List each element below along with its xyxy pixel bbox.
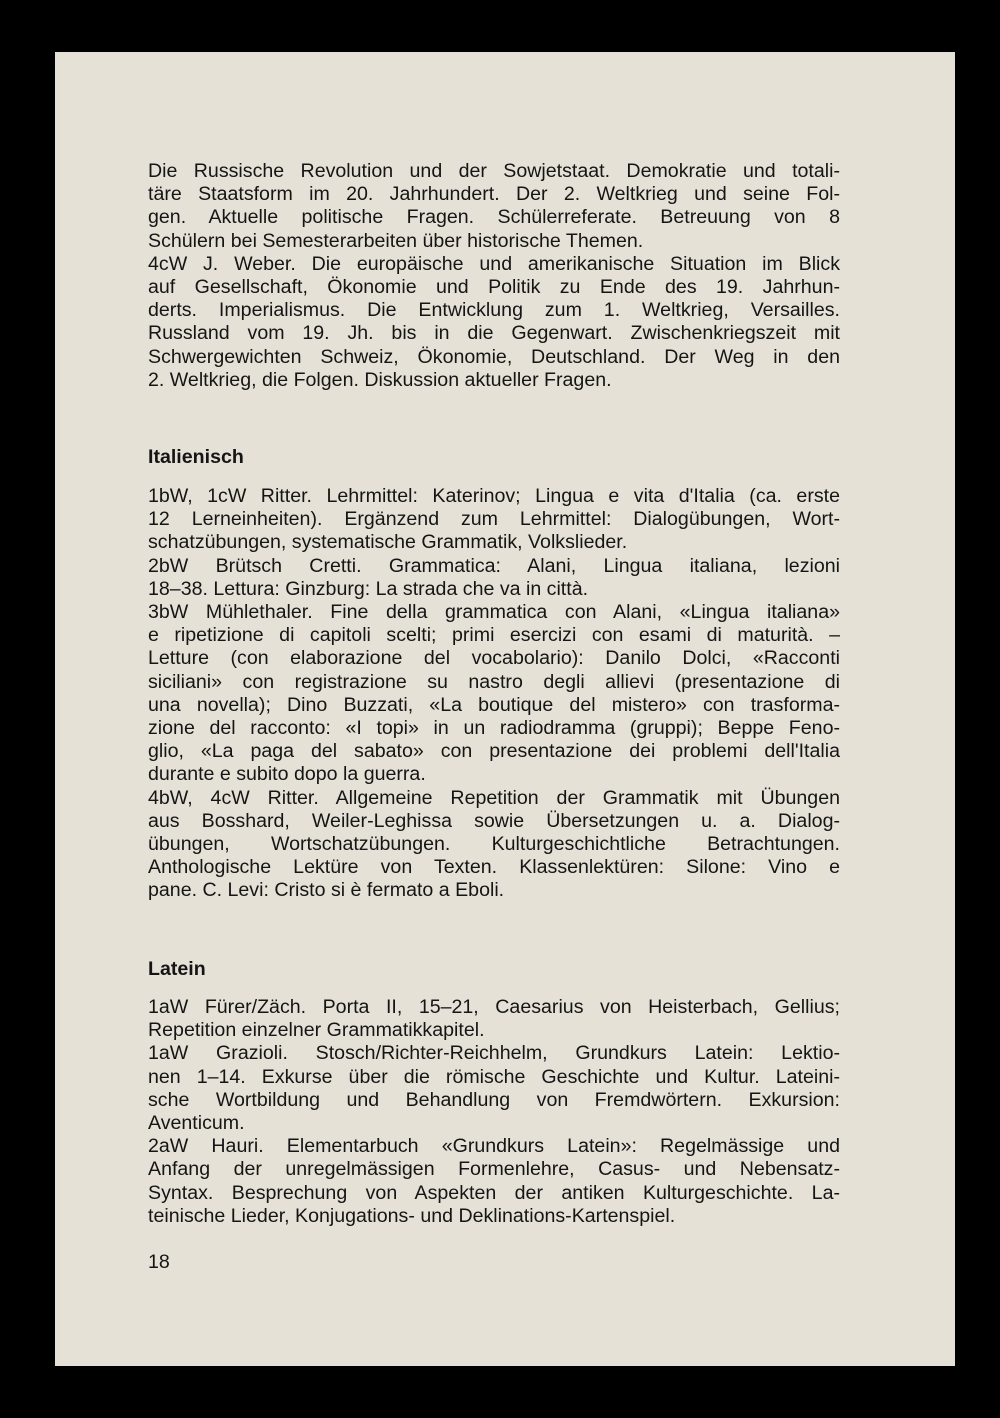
text-line: pane. C. Levi: Cristo si è fermato a Eboli. xyxy=(148,879,505,902)
text-line: Anfang der unregelmässigen Formenlehre, Casus- und Nebensatz- xyxy=(148,1158,840,1181)
text-line: glio, «La paga del sabato» con presentazione dei problemi dell'Italia xyxy=(148,740,840,763)
text-line: zione del racconto: «I topi» in un radiodramma (gruppi); Beppe Feno- xyxy=(148,717,840,740)
text-line: 2aW Hauri. Elementarbuch «Grundkurs Latein»: Regelmässige und xyxy=(148,1135,840,1158)
text-line: 1bW, 1cW Ritter. Lehrmittel: Katerinov; Lingua e vita d'Italia (ca. erste xyxy=(148,485,840,507)
text-line: 2. Weltkrieg, die Folgen. Diskussion aktueller Fragen. xyxy=(148,368,612,391)
text-line: Russland vom 19. Jh. bis in die Gegenwart. Zwischenkriegszeit mit xyxy=(148,322,840,345)
document-page xyxy=(55,52,955,1366)
text-line: 1aW Grazioli. Stosch/Richter-Reichhelm, Grundkurs Latein: Lektio- xyxy=(148,1042,840,1065)
text-line: gen. Aktuelle politische Fragen. Schülerreferate. Betreuung von 8 xyxy=(148,206,840,229)
text-line: 12 Lerneinheiten). Ergänzend zum Lehrmittel: Dialogübungen, Wort- xyxy=(148,508,840,531)
text-line: 3bW Mühlethaler. Fine della grammatica con Alani, «Lingua italiana» xyxy=(148,601,840,624)
intro-paragraph xyxy=(148,160,840,392)
text-line: Repetition einzelner Grammatikkapitel. xyxy=(148,1019,485,1042)
text-line: Aventicum. xyxy=(148,1112,245,1135)
page-number: 18 xyxy=(148,1251,170,1273)
text-line: derts. Imperialismus. Die Entwicklung zum 1. Weltkrieg, Versailles. xyxy=(148,299,840,322)
text-line: Anthologische Lektüre von Texten. Klassenlektüren: Silone: Vino e xyxy=(148,856,840,879)
text-line: teinische Lieder, Konjugations- und Deklinations-Kartenspiel. xyxy=(148,1204,676,1227)
text-line: nen 1–14. Exkurse über die römische Geschichte und Kultur. Lateini- xyxy=(148,1065,840,1088)
text-line: Letture (con elaborazione del vocabolario): Danilo Dolci, «Racconti xyxy=(148,647,840,670)
text-line: Die Russische Revolution und der Sowjetstaat. Demokratie und totali- xyxy=(148,160,840,182)
text-line: durante e subito dopo la guerra. xyxy=(148,763,426,786)
text-line: una novella); Dino Buzzati, «La boutique del mistero» con trasforma- xyxy=(148,693,840,716)
italienisch-paragraph xyxy=(148,485,840,903)
text-line: 4bW, 4cW Ritter. Allgemeine Repetition der Grammatik mit Übungen xyxy=(148,786,840,809)
text-line: siciliani» con registrazione su nastro degli allievi (presentazione di xyxy=(148,670,840,693)
text-line: 18–38. Lettura: Ginzburg: La strada che va in città. xyxy=(148,577,589,600)
section-heading-italienisch: Italienisch xyxy=(148,446,244,468)
text-line: täre Staatsform im 20. Jahrhundert. Der 2. Weltkrieg und seine Fol- xyxy=(148,183,840,206)
text-line: 2bW Brütsch Cretti. Grammatica: Alani, Lingua italiana, lezioni xyxy=(148,554,840,577)
text-line: Schwergewichten Schweiz, Ökonomie, Deutschland. Der Weg in den xyxy=(148,345,840,368)
text-line: übungen, Wortschatzübungen. Kulturgeschichtliche Betrachtungen. xyxy=(148,833,840,856)
text-line: Syntax. Besprechung von Aspekten der antiken Kulturgeschichte. La- xyxy=(148,1181,840,1204)
text-line: e ripetizione di capitoli scelti; primi esercizi con esami di maturità. – xyxy=(148,624,840,647)
section-heading-latein: Latein xyxy=(148,958,206,980)
text-line: sche Wortbildung und Behandlung von Fremdwörtern. Exkursion: xyxy=(148,1088,840,1111)
text-line: Schülern bei Semesterarbeiten über historische Themen. xyxy=(148,229,644,252)
text-line: 1aW Fürer/Zäch. Porta II, 15–21, Caesarius von Heisterbach, Gellius; xyxy=(148,996,840,1018)
text-line: aus Bosshard, Weiler-Leghissa sowie Übersetzungen u. a. Dialog- xyxy=(148,809,840,832)
text-line: 4cW J. Weber. Die europäische und amerikanische Situation im Blick xyxy=(148,252,840,275)
latein-paragraph xyxy=(148,996,840,1228)
text-line: auf Gesellschaft, Ökonomie und Politik zu Ende des 19. Jahrhun- xyxy=(148,276,840,299)
text-line: schatzübungen, systematische Grammatik, Volkslieder. xyxy=(148,531,628,554)
